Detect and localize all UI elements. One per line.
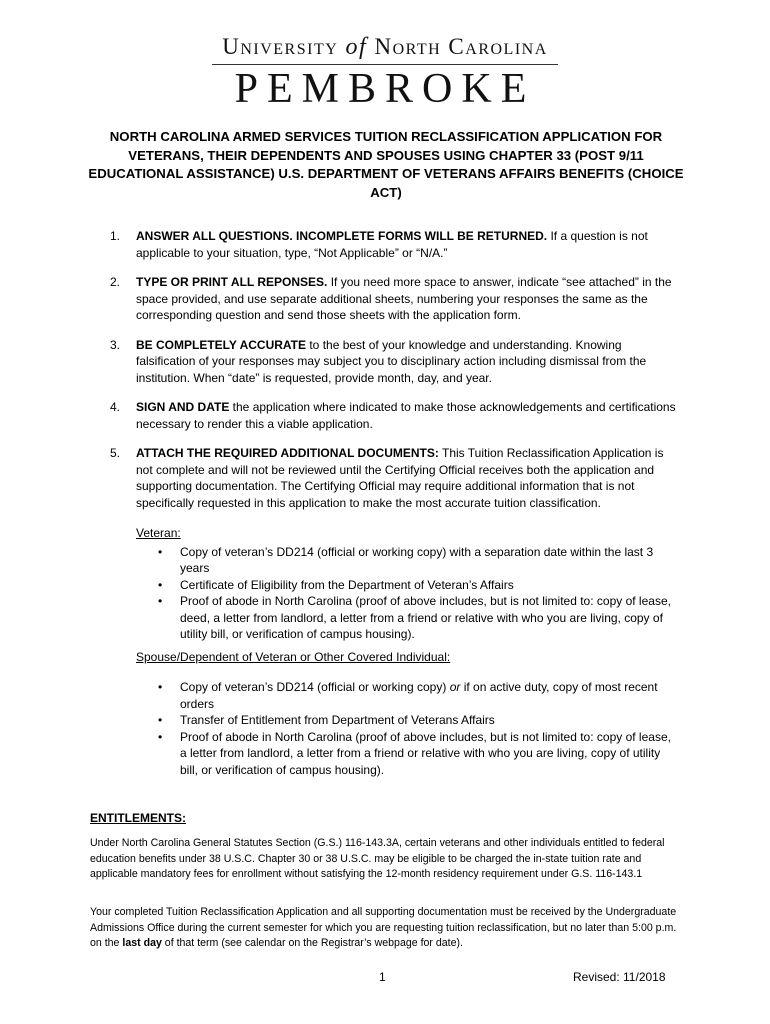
instruction-item: 2. TYPE OR PRINT ALL REPONSES. If you need more space to answer, indicate “see attached” in the space provided, and use separate additional sheets, numbering your responses the same as the corresponding question and send those sheets with the application form. [110, 275, 672, 322]
list-item: • Certificate of Eligibility from the Department of Veteran’s Affairs [158, 577, 514, 592]
bullet-icon: • [158, 680, 163, 694]
instruction-item: 1. ANSWER ALL QUESTIONS. INCOMPLETE FORMS WILL BE RETURNED. If a question is not applicable to your situation, type, “Not Applicable” or “N/A.” [110, 229, 648, 260]
bullet-icon: • [158, 713, 163, 727]
logo-pembroke: PEMBROKE [234, 66, 536, 112]
instructions-list [110, 228, 680, 778]
deadline-paragraph: Your completed Tuition Reclassification Application and all supporting documentation must be received by the Undergraduate Admissions Office during the current semester for which you are requesting tuition reclassification, but no later than 5:00 p.m. on the last day of that term (see calendar on the Registrar’s webpage for date). [90, 906, 677, 949]
list-item: • Transfer of Entitlement from Department of Veterans Affairs [158, 713, 495, 727]
bullet-icon: • [158, 594, 163, 608]
logo-university-line: University of North Carolina [222, 34, 548, 60]
entitlements-heading: ENTITLEMENTS: [90, 811, 186, 825]
instruction-item: 5. ATTACH THE REQUIRED ADDITIONAL DOCUMENTS: This Tuition Reclassification Application is not complete and will not be reviewed until the Certifying Official receives both the application and supporting documentation. The Certifying Official may require additional information that is not specifically requested in this application to make the most accurate tuition classification. Veteran: • Copy of veteran’s DD214 (official or working copy) with a separation date within the last 3 years • Certificate of Eligibility from the Department of Veteran’s Affairs • Proof of abode in North Carolina (proof of above includes, but is not limited to: copy of lease, deed, a letter from landlord, a letter from a friend or relative with who you are living, copy of utility bill, or verification of campus housing). Spouse/Dependent of Veteran or Other Covered Individual: • Copy of veteran’s DD214 (official or working copy) or if on active duty, copy of most recent orders • Transfer of Entitlement from Department of Veterans Affairs • Proof of abode in North Carolina (proof of above includes, but is not limited to: copy of lease, a letter from landlord, a letter from a friend or relative with who you are living, copy of utility bill, or verification of campus housing). [110, 445, 680, 778]
instruction-item: 3. BE COMPLETELY ACCURATE to the best of your knowledge and understanding. Knowing falsification of your responses may subject you to disciplinary action including dismissal from the institution. When “date” is requested, provide month, day, and year. [110, 337, 647, 385]
logo-rule [212, 64, 558, 65]
document-title: NORTH CAROLINA ARMED SERVICES TUITION RECLASSIFICATION APPLICATION FOR VETERANS, THEIR DEPENDENTS AND SPOUSES USING CHAPTER 33 (POST 9/11 EDUCATIONAL ASSISTANCE) U.S. DEPARTMENT OF VETERANS AFFAIRS BENEFITS (CHOICE ACT) [88, 129, 684, 200]
spouse-documents-list [136, 679, 680, 778]
bullet-icon: • [158, 577, 163, 592]
bullet-icon: • [158, 729, 163, 744]
university-logo [0, 34, 770, 111]
revision-date: Revised: 11/2018 [573, 970, 666, 984]
list-item: • Proof of abode in North Carolina (proof of above includes, but is not limited to: copy of lease, deed, a letter from landlord, a letter from a friend or relative with who you are living, copy of utility bill, or verification of campus housing). [158, 594, 671, 641]
list-item: • Proof of abode in North Carolina (proof of above includes, but is not limited to: copy of lease, a letter from landlord, a letter from a friend or relative with who you are living, copy of utility bill, or verification of campus housing). [158, 729, 671, 777]
instruction-item: 4. SIGN AND DATE the application where indicated to make those acknowledgements and certifications necessary to render this a viable application. [110, 400, 676, 431]
veteran-heading: Veteran: [136, 526, 181, 540]
list-item: • Copy of veteran’s DD214 (official or working copy) with a separation date within the last 3 years [158, 544, 654, 575]
veteran-documents-list [136, 544, 680, 643]
entitlements-paragraph: Under North Carolina General Statutes Section (G.S.) 116-143.3A, certain veterans and other individuals entitled to federal education benefits under 38 U.S.C. Chapter 30 or 38 U.S.C. may be eligible to be charged the in-state tuition rate and applicable mandatory fees for enrollment without satisfying the 12-month residency requirement under G.S. 116-143.1 [90, 837, 665, 880]
list-item: • Copy of veteran’s DD214 (official or working copy) or if on active duty, copy of most recent orders [158, 680, 658, 711]
spouse-dependent-heading: Spouse/Dependent of Veteran or Other Covered Individual: [136, 649, 451, 664]
page-number: 1 [379, 970, 386, 984]
bullet-icon: • [158, 544, 163, 559]
